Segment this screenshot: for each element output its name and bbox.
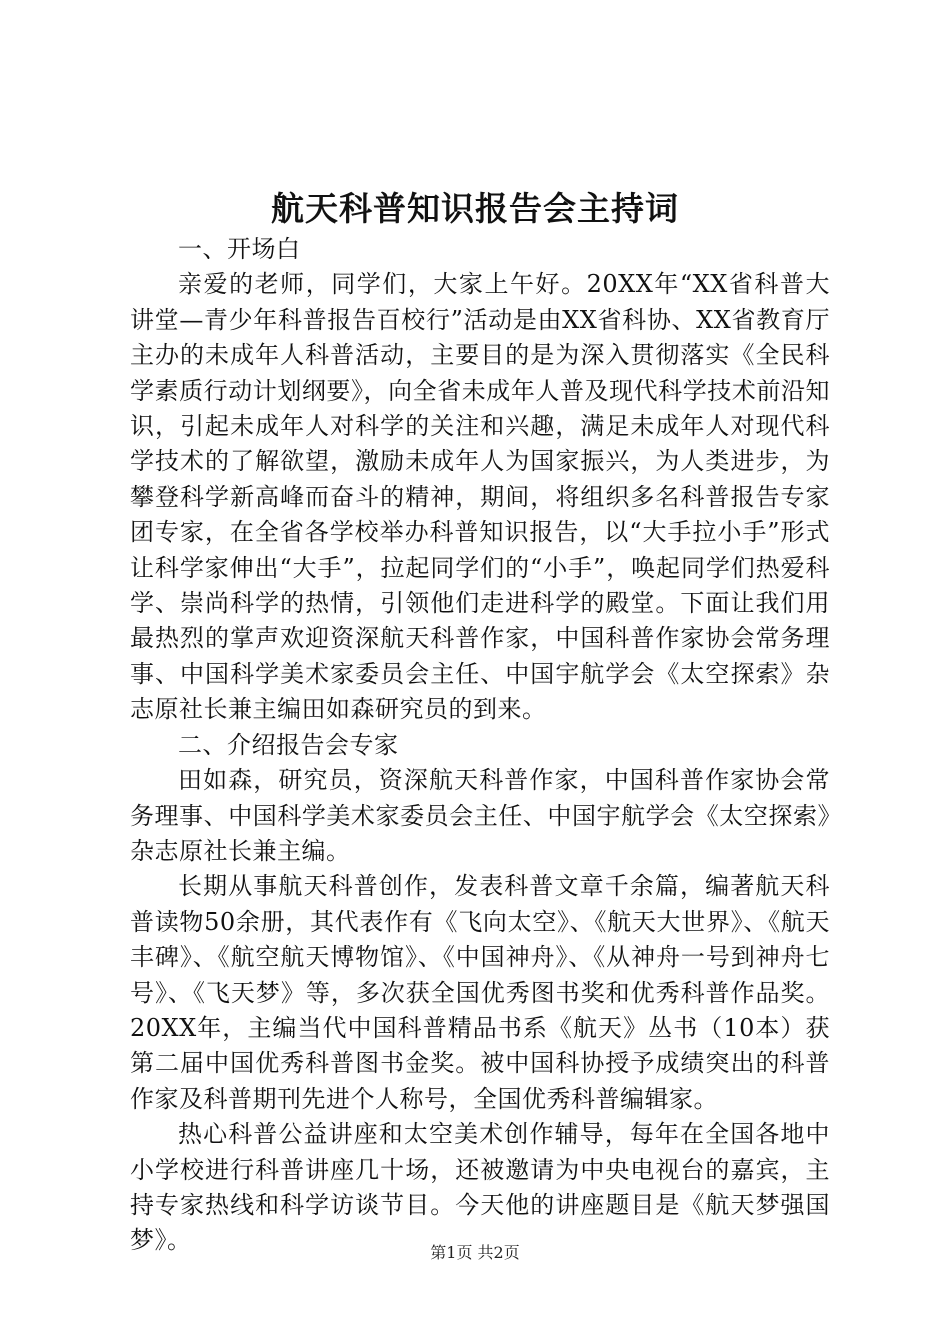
- section-heading-expert: 二、介绍报告会专家: [178, 730, 399, 759]
- section-heading-opening: 一、开场白: [178, 235, 301, 263]
- page-footer: 第1页 共2页: [430, 1243, 520, 1262]
- document-title: 航天科普知识报告会主持词: [271, 189, 679, 228]
- paragraph-expert-intro: 田如森，研究员，资深航天科普作家，中国科普作家协会常务理事、中国科学美术家委员会主任、中国宇航学会《太空探索》杂志原社长兼主编。: [130, 766, 830, 865]
- document-body: [130, 232, 830, 1259]
- paragraph-expert-works: 长期从事航天科普创作，发表科普文章千余篇，编著航天科普读物50余册，其代表作有《飞向太空》、《航天大世界》、《航天丰碑》、《航空航天博物馆》、《中国神舟》、《从神舟一号到神舟七号》、《飞天梦》等，多次获全国优秀图书奖和优秀科普作品奖。20XX年，主编当代中国科普精品书系《航天》丛书（10本）获第二届中国优秀科普图书金奖。被中国科协授予成绩突出的科普作家及科普期刊先进个人称号，全国优秀科普编辑家。: [130, 872, 830, 1113]
- paragraph-expert-lectures: 热心科普公益讲座和太空美术创作辅导，每年在全国各地中小学校进行科普讲座几十场，还被邀请为中央电视台的嘉宾，主持专家热线和科学访谈节目。今天他的讲座题目是《航天梦强国梦》。: [130, 1120, 830, 1255]
- paragraph-opening-remarks: 亲爱的老师，同学们，大家上午好。20XX年“XX省科普大讲堂—青少年科普报告百校行”活动是由XX省科协、XX省教育厅主办的未成年人科普活动，主要目的是为深入贯彻落实《全民科学素质行动计划纲要》，向全省未成年人普及现代科学技术前沿知识，引起未成年人对科学的关注和兴趣，满足未成年人对现代科学技术的了解欲望，激励未成年人为国家振兴，为人类进步，为攀登科学新高峰而奋斗的精神，期间，将组织多名科普报告专家团专家，在全省各学校举办科普知识报告，以“大手拉小手”形式让科学家伸出“大手”，拉起同学们的“小手”，唤起同学们热爱科学、崇尚科学的热情，引领他们走进科学的殿堂。下面让我们用最热烈的掌声欢迎资深航天科普作家，中国科普作家协会常务理事、中国科学美术家委员会主任、中国宇航学会《太空探索》杂志原社长兼主编田如森研究员的到来。: [130, 270, 830, 724]
